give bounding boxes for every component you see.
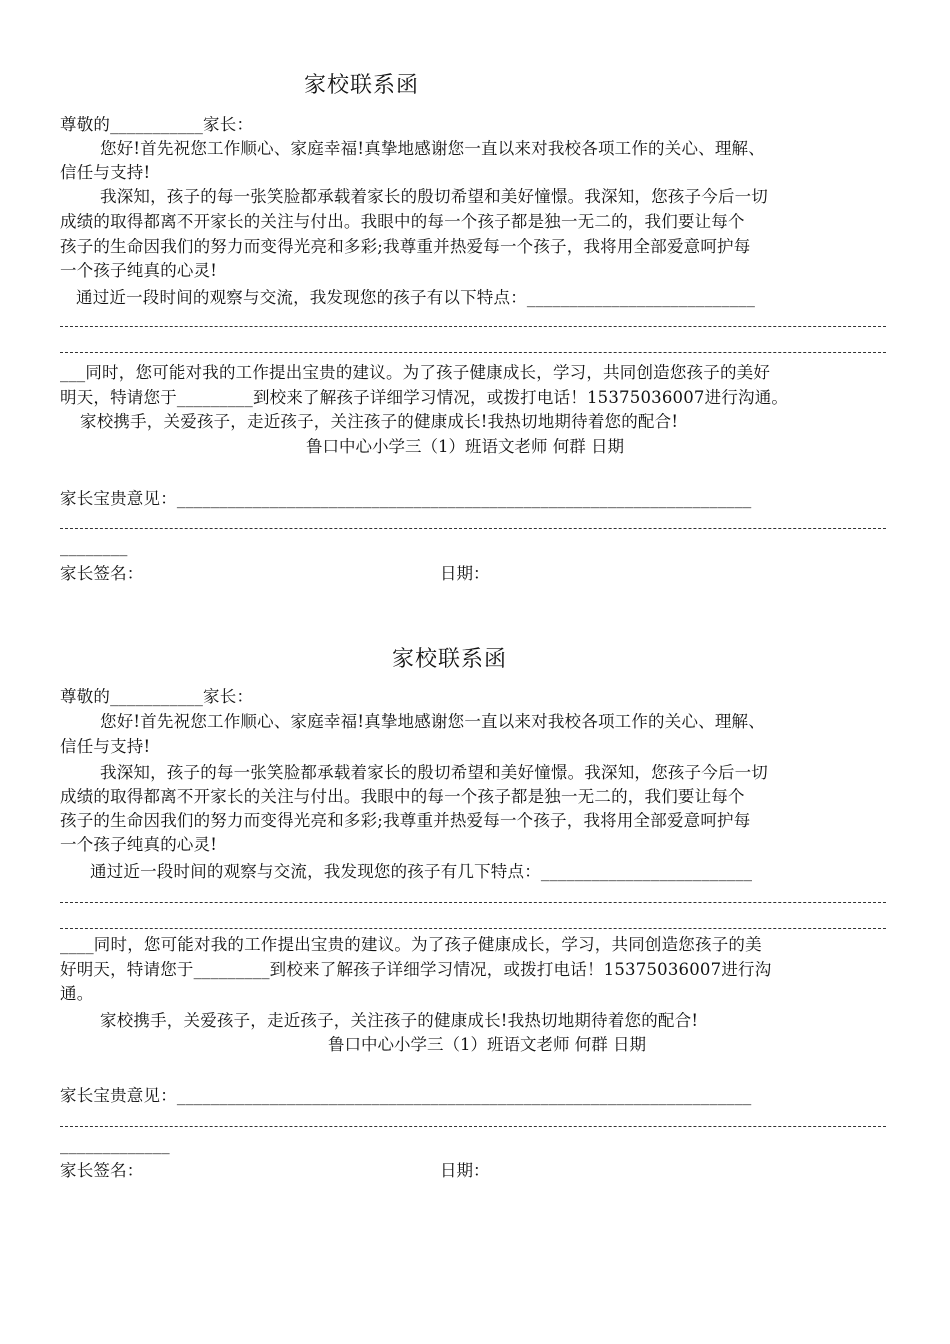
paragraph-2-line-3: 孩子的生命因我们的努力而变得光亮和多彩;我尊重并热爱每一个孩子，我将用全部爱意呵护每: [60, 811, 751, 830]
teacher-signature: 鲁口中心小学三（1）班语文老师 何群 日期: [328, 1035, 646, 1054]
paragraph-1-line-2: 信任与支持!: [60, 163, 151, 182]
paragraph-4-line-3: 通。: [60, 984, 94, 1003]
paragraph-4-line-1: ____同时，您可能对我的工作提出宝贵的建议。为了孩子健康成长，学习，共同创造您孩子的美: [60, 935, 762, 954]
paragraph-5-line-1: 家校携手，关爱孩子，走近孩子，关注孩子的健康成长!我热切地期待着您的配合!: [80, 412, 679, 431]
blank-line: [60, 352, 886, 353]
paragraph-2-line-2: 成绩的取得都离不开家长的关注与付出。我眼中的每一个孩子都是独一无二的，我们要让每个: [60, 787, 745, 806]
paragraph-2-line-1: 我深知，孩子的每一张笑脸都承载着家长的殷切希望和美好憧憬。我深知，您孩子今后一切: [100, 187, 768, 206]
blank-line: [60, 1126, 886, 1127]
letter-1: [0, 0, 950, 620]
letter-title: 家校联系函: [392, 647, 508, 672]
paragraph-1-line-2: 信任与支持!: [60, 737, 151, 756]
paragraph-5-line-1: 家校携手，关爱孩子，走近孩子，关注孩子的健康成长!我热切地期待着您的配合!: [100, 1011, 699, 1030]
date-label: 日期：: [440, 564, 490, 583]
parent-opinion: 家长宝贵意见：____________________________________________________________________: [60, 489, 752, 508]
paragraph-3-line-1: 通过近一段时间的观察与交流，我发现您的孩子有以下特点：___________________________: [76, 288, 756, 307]
paragraph-1-line-1: 您好!首先祝您工作顺心、家庭幸福!真挚地感谢您一直以来对我校各项工作的关心、理解、: [100, 139, 765, 158]
paragraph-4-line-2: 好明天，特请您于_________到校来了解孩子详细学习情况，或拨打电话！15375036007进行沟: [60, 960, 772, 979]
paragraph-1-line-1: 您好!首先祝您工作顺心、家庭幸福!真挚地感谢您一直以来对我校各项工作的关心、理解、: [100, 712, 765, 731]
date-label: 日期：: [440, 1161, 490, 1180]
letter-title: 家校联系函: [304, 73, 420, 98]
parent-signature-label: 家长签名：: [60, 564, 144, 583]
parent-opinion: 家长宝贵意见：____________________________________________________________________: [60, 1086, 752, 1105]
paragraph-4-line-1: ___同时，您可能对我的工作提出宝贵的建议。为了孩子健康成长，学习，共同创造您孩子的美好: [60, 363, 771, 382]
paragraph-4-line-2: 明天，特请您于_________到校来了解孩子详细学习情况，或拨打电话！15375036007进行沟通。: [60, 388, 789, 407]
greeting: 尊敬的___________家长：: [60, 687, 254, 706]
paragraph-2-line-1: 我深知，孩子的每一张笑脸都承载着家长的殷切希望和美好憧憬。我深知，您孩子今后一切: [100, 763, 768, 782]
greeting: 尊敬的___________家长：: [60, 115, 254, 134]
blank-line: [60, 928, 886, 929]
letter-2: [0, 620, 950, 1240]
paragraph-2-line-4: 一个孩子纯真的心灵!: [60, 835, 218, 854]
paragraph-3-line-1: 通过近一段时间的观察与交流，我发现您的孩子有几下特点：_________________________: [90, 862, 753, 881]
paragraph-2-line-4: 一个孩子纯真的心灵!: [60, 261, 218, 280]
parent-signature-label: 家长签名：: [60, 1161, 144, 1180]
paragraph-2-line-3: 孩子的生命因我们的努力而变得光亮和多彩;我尊重并热爱每一个孩子，我将用全部爱意呵护每: [60, 237, 751, 256]
paragraph-2-line-2: 成绩的取得都离不开家长的关注与付出。我眼中的每一个孩子都是独一无二的，我们要让每个: [60, 212, 745, 231]
blank-line: [60, 528, 886, 529]
blank-line: [60, 326, 886, 327]
teacher-signature: 鲁口中心小学三（1）班语文老师 何群 日期: [306, 437, 624, 456]
parent-opinion-tail: _____________: [60, 1135, 170, 1154]
blank-line: [60, 902, 886, 903]
parent-opinion-tail: ________: [60, 537, 128, 556]
